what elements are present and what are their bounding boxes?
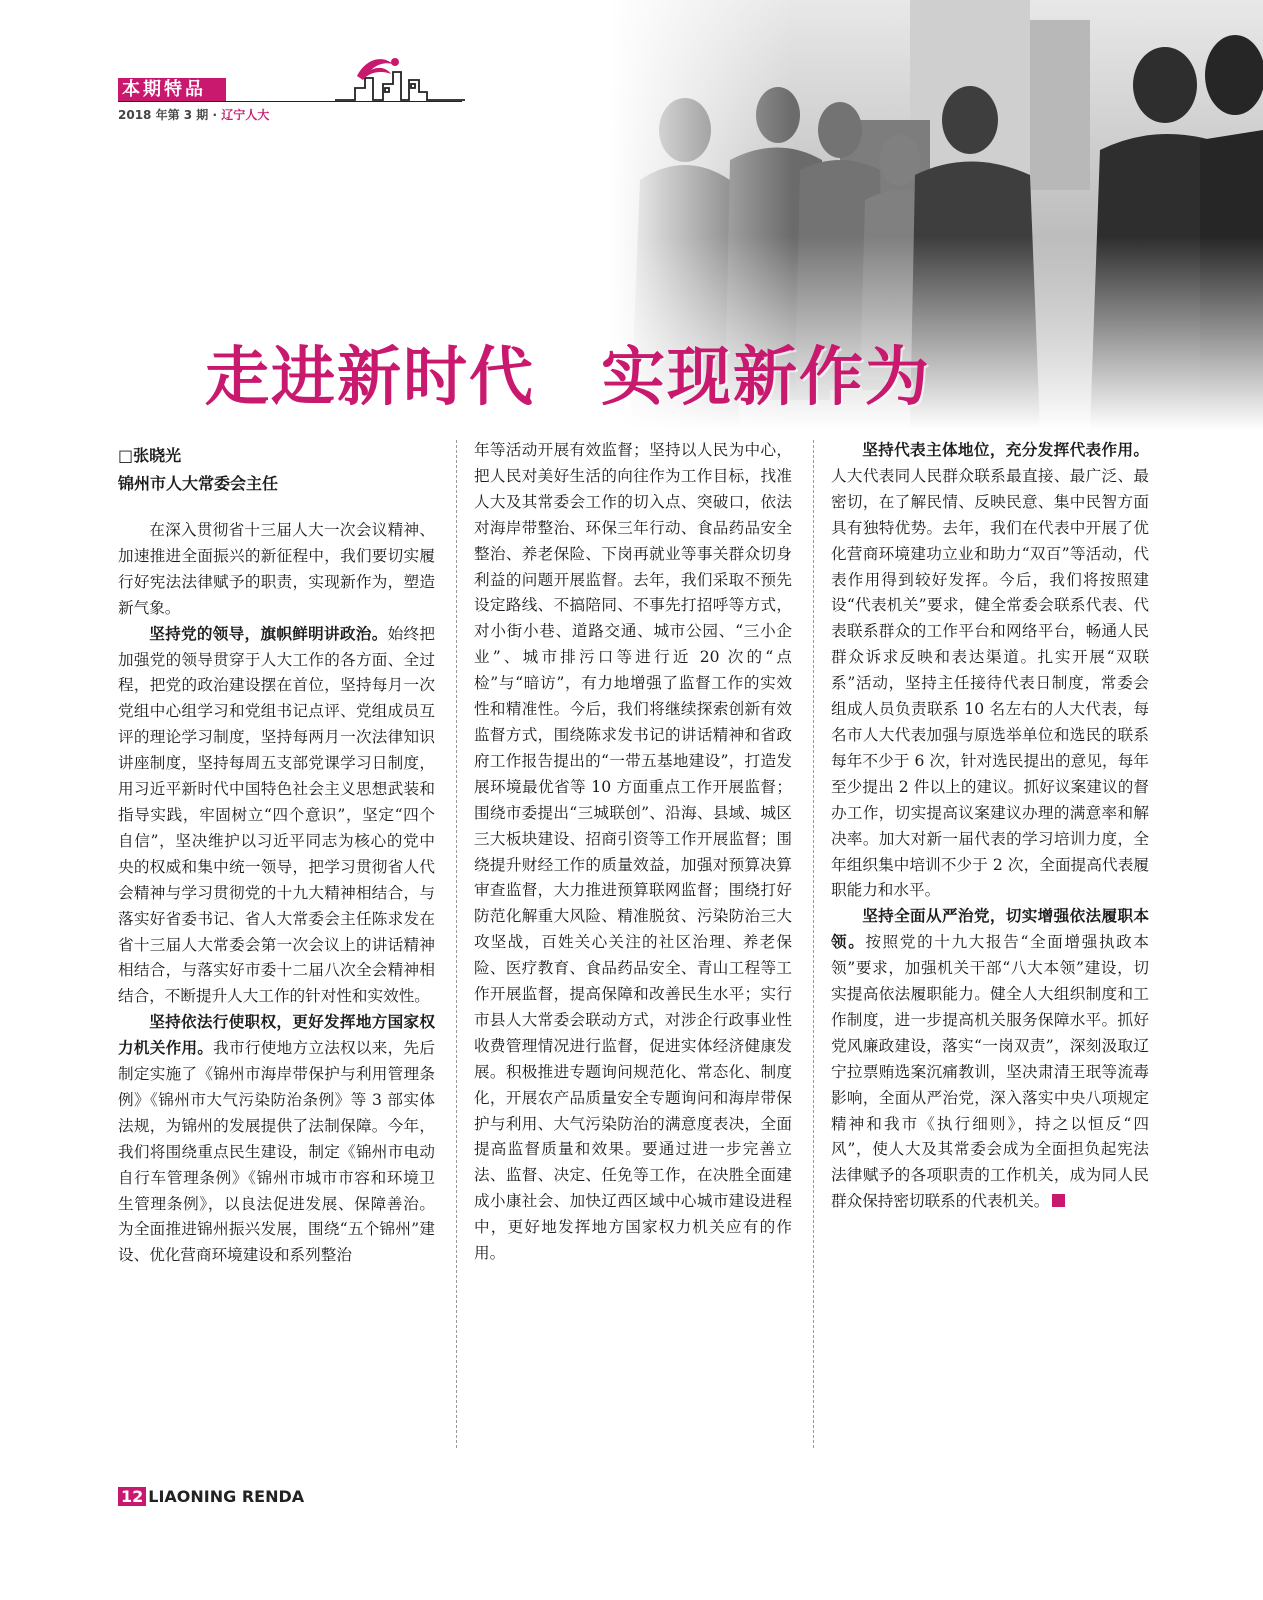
column-1 xyxy=(118,518,435,1269)
column-divider xyxy=(813,440,814,1448)
paragraph-heading: 坚持党的领导，旗帜鲜明讲政治。 xyxy=(149,624,388,643)
section-tag: 本期特品 xyxy=(118,78,226,102)
footer-magazine-name: LIAONING RENDA xyxy=(148,1487,305,1506)
end-square-icon xyxy=(1052,1194,1065,1207)
page-footer xyxy=(118,1487,304,1506)
column-2 xyxy=(474,438,792,1267)
issue-number: 2018 年第 3 期 · xyxy=(118,108,222,122)
column-divider xyxy=(456,440,457,1448)
city-skyline-logo xyxy=(335,50,465,108)
article-title: 走进新时代 实现新作为 xyxy=(205,341,931,415)
magazine-name: 辽宁人大 xyxy=(221,108,270,122)
paragraph xyxy=(118,622,435,1011)
paragraph-heading: 坚持代表主体地位，充分发挥代表作用。 xyxy=(862,441,1149,459)
paragraph-body: 始终把加强党的领导贯穿于人大工作的各方面、全过程，把党的政治建设摆在首位，坚持每月一次党组中心组学习和党组书记点评、党组成员互评的理论学习制度，坚持每两月一次法律知识讲座制度，坚持每周五支部党课学习日制度，用习近平新时代中国特色社会主义思想武装和指导实践，牢固树立“四个意识”，坚定“四个自信”，坚决维护以习近平同志为核心的党中央的权威和集中统一领导，把学习贯彻省人代会精神与学习贯彻党的十九大精神相结合，与落实好省委书记、省人大常委会主任陈求发在省十三届人大常委会第一次会议上的讲话精神相结合，与落实好市委十二届八次全会精神相结合，不断提升人大工作的针对性和实效性。 xyxy=(118,624,435,1006)
paragraph: 年等活动开展有效监督；坚持以人民为中心，把人民对美好生活的向往作为工作目标，找准人大及其常委会工作的切入点、突破口，依法对海岸带整治、环保三年行动、食品药品安全整治、养老保险、下岗再就业等事关群众切身利益的问题开展监督。去年，我们采取不预先设定路线、不搞陪同、不事先打招呼等方式，对小街小巷、道路交通、城市公园、“三小企业”、城市排污口等进行近 20 次的“点检”与“暗访”，有力地增强了监督工作的实效性和精准性。今后，我们将继续探索创新有效监督方式，围绕陈求发书记的讲话精神和省政府工作报告提出的“一带五基地建设”，打造发展环境最优省等 10 方面重点工作开展监督；围绕市委提出“三城联创”、沿海、县域、城区三大板块建设、招商引资等工作开展监督；围绕提升财经工作的质量效益，加强对预算决算审查监督，大力推进预算联网监督；围绕打好防范化解重大风险、精准脱贫、污染防治三大攻坚战，百姓关心关注的社区治理、养老保险、医疗教育、食品药品安全、青山工程等工作开展监督，提高保障和改善民生水平；实行市县人大常委会联动方式，对涉企行政事业性收费管理情况进行监督，促进实体经济健康发展。积极推进专题询问规范化、常态化、制度化，开展农产品质量安全专题询问和海岸带保护与利用、大气污染防治的满意度表决，全面提高监督质量和效果。要通过进一步完善立法、监督、决定、任免等工作，在决胜全面建成小康社会、加快辽西区域中心城市建设进程中，更好地发挥地方国家权力机关应有的作用。 xyxy=(474,441,792,1263)
paragraph: 在深入贯彻省十三届人大一次会议精神、加速推进全面振兴的新征程中，我们要切实履行好宪法法律赋予的职责，实现新作为，塑造新气象。 xyxy=(118,521,435,617)
paragraph xyxy=(831,438,1149,904)
paragraph xyxy=(118,1010,435,1269)
column-3 xyxy=(831,438,1149,1215)
paragraph-body: 我市行使地方立法权以来，先后制定实施了《锦州市海岸带保护与利用管理条例》《锦州市大气污染防治条例》等 3 部实体法规，为锦州的发展提供了法制保障。今年，我们将围绕重点民生建设，制定《锦州市电动自行车管理条例》《锦州市城市市容和环境卫生管理条例》，以良法促进发展、保障善治。为全面推进锦州振兴发展，围绕“五个锦州”建设、优化营商环境建设和系列整治 xyxy=(118,1039,435,1265)
issue-line xyxy=(118,106,269,123)
paragraph-body: 人大代表同人民群众联系最直接、最广泛、最密切，在了解民情、反映民意、集中民智方面具有独特优势。去年，我们在代表中开展了优化营商环境建功立业和助力“双百”等活动，代表作用得到较好发挥。今后，我们将按照建设“代表机关”要求，健全常委会联系代表、代表联系群众的工作平台和网络平台，畅通人民群众诉求反映和表达渠道。扎实开展“双联系”活动，坚持主任接待代表日制度，常委会组成人员负责联系 10 名左右的人大代表，每名市人大代表加强与原选举单位和选民的联系每年不少于 6 次，针对选民提出的意见，每年至少提出 2 件以上的建议。抓好议案建议的督办工作，切实提高议案建议办理的满意率和解决率。加大对新一届代表的学习培训力度，全年组织集中培训不少于 2 次，全面提高代表履职能力和水平。 xyxy=(831,466,1149,900)
paragraph-heading: 坚持依法行使职权，更好发挥地方国家权力机关作用。 xyxy=(118,1013,435,1058)
paragraph-heading: 坚持全面从严治党，切实增强依法履职本领。 xyxy=(831,907,1149,952)
paragraph-body: 按照党的十九大报告“全面增强执政本领”要求，加强机关干部“八大本领”建设，切实提高依法履职能力。健全人大组织制度和工作制度，进一步提高机关服务保障水平。抓好党风廉政建设，落实“一岗双责”，深刻汲取辽宁拉票贿选案沉痛教训，坚决肃清王珉等流毒影响，全面从严治党，深入落实中央八项规定精神和我市《执行细则》，持之以恒反“四风”，使人大及其常委会成为全面担负起宪法法律赋予的各项职责的工作机关，成为同人民群众保持密切联系的代表机关。 xyxy=(831,933,1149,1211)
author-position: 锦州市人大常委会主任 xyxy=(118,474,279,493)
header-rule xyxy=(118,101,462,102)
author-name: □张晓光 xyxy=(118,446,182,465)
page-number: 12 xyxy=(118,1487,146,1506)
paragraph xyxy=(831,904,1149,1215)
